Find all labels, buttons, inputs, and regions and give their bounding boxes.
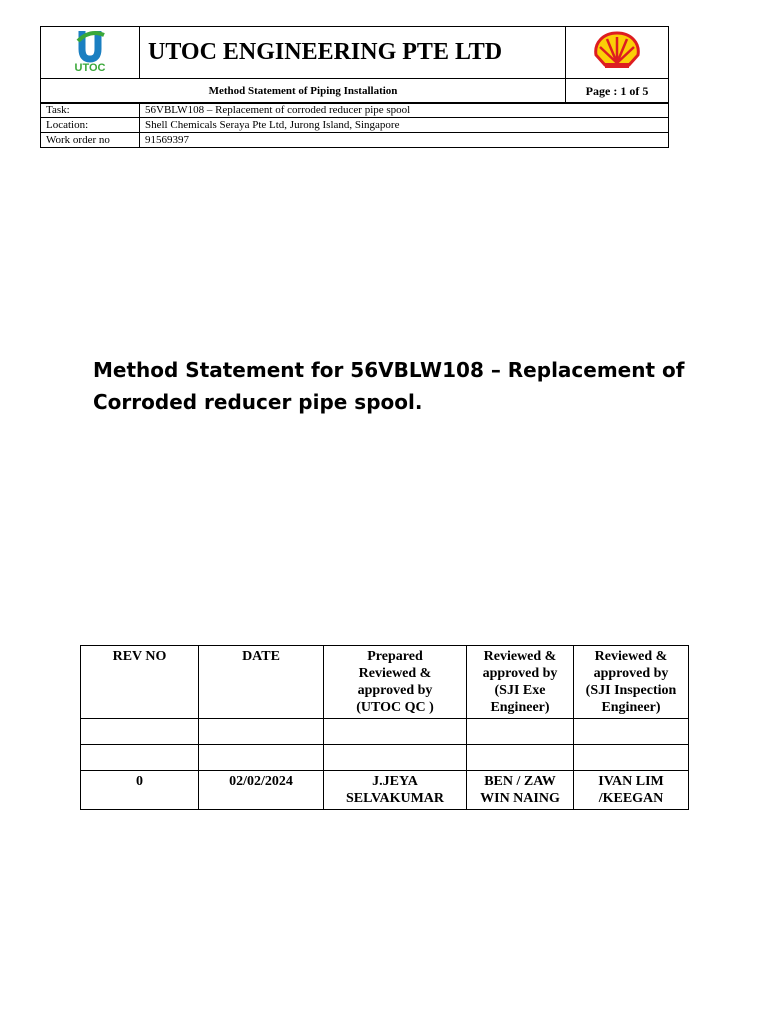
task-label: Task: bbox=[41, 103, 140, 118]
rev-no-header: REV NO bbox=[81, 646, 199, 719]
reviewed-inspection-header bbox=[574, 646, 689, 719]
company-name: UTOC ENGINEERING PTE LTD bbox=[140, 27, 566, 79]
doc-title: Method Statement of Piping Installation bbox=[41, 79, 566, 104]
reviewed-exe-header bbox=[467, 646, 574, 719]
prepared-value-line: J.JEYA bbox=[372, 774, 418, 789]
shell-logo-icon bbox=[591, 29, 643, 71]
location-value: Shell Chemicals Seraya Pte Ltd, Jurong Island, Singapore bbox=[140, 118, 669, 133]
page-number: Page : 1 of 5 bbox=[566, 79, 669, 104]
revision-data-row bbox=[81, 771, 689, 810]
location-label: Location: bbox=[41, 118, 140, 133]
prepared-header-line: (UTOC QC ) bbox=[356, 700, 434, 715]
header-table bbox=[40, 26, 669, 104]
task-value: 56VBLW108 – Replacement of corroded reducer pipe spool bbox=[140, 103, 669, 118]
reviewed-exe-value-line: BEN / ZAW bbox=[484, 774, 556, 789]
reviewed-inspection-value-line: /KEEGAN bbox=[598, 791, 664, 806]
reviewed-inspection-value-line: IVAN LIM bbox=[598, 774, 664, 789]
info-row-location bbox=[41, 118, 669, 133]
main-title bbox=[93, 354, 713, 418]
date-value: 02/02/2024 bbox=[199, 771, 324, 810]
shell-logo-cell bbox=[566, 27, 669, 79]
prepared-header-line: approved by bbox=[357, 683, 433, 698]
revision-empty-row bbox=[81, 719, 689, 745]
utoc-logo-cell bbox=[41, 27, 140, 79]
main-title-line-2: Corroded reducer pipe spool. bbox=[93, 390, 423, 414]
info-table bbox=[40, 102, 669, 148]
prepared-header bbox=[324, 646, 467, 719]
prepared-value bbox=[324, 771, 467, 810]
info-row-work-order bbox=[41, 133, 669, 148]
reviewed-inspection-header-line: (SJI Inspection bbox=[585, 683, 677, 698]
main-title-line-1: Method Statement for 56VBLW108 – Replacement of bbox=[93, 358, 685, 382]
work-order-label: Work order no bbox=[41, 133, 140, 148]
revision-empty-row bbox=[81, 745, 689, 771]
work-order-value: 91569397 bbox=[140, 133, 669, 148]
reviewed-exe-header-line: Engineer) bbox=[490, 700, 550, 715]
reviewed-inspection-header-line: Engineer) bbox=[601, 700, 661, 715]
utoc-logo-text: UTOC bbox=[74, 62, 106, 73]
reviewed-exe-header-line: (SJI Exe bbox=[494, 683, 546, 698]
revision-table bbox=[80, 645, 689, 810]
rev-no-value: 0 bbox=[81, 771, 199, 810]
reviewed-inspection-value bbox=[574, 771, 689, 810]
revision-header-row bbox=[81, 646, 689, 719]
prepared-header-line: Prepared bbox=[367, 649, 423, 664]
prepared-value-line: SELVAKUMAR bbox=[345, 791, 445, 806]
reviewed-inspection-header-line: Reviewed & bbox=[594, 649, 668, 664]
reviewed-exe-header-line: Reviewed & bbox=[483, 649, 557, 664]
reviewed-exe-header-line: approved by bbox=[482, 666, 558, 681]
utoc-logo-icon bbox=[60, 27, 120, 73]
reviewed-exe-value-line: WIN NAING bbox=[480, 791, 560, 806]
info-row-task bbox=[41, 103, 669, 118]
prepared-header-line: Reviewed & bbox=[358, 666, 432, 681]
date-header: DATE bbox=[199, 646, 324, 719]
reviewed-exe-value bbox=[467, 771, 574, 810]
reviewed-inspection-header-line: approved by bbox=[593, 666, 669, 681]
